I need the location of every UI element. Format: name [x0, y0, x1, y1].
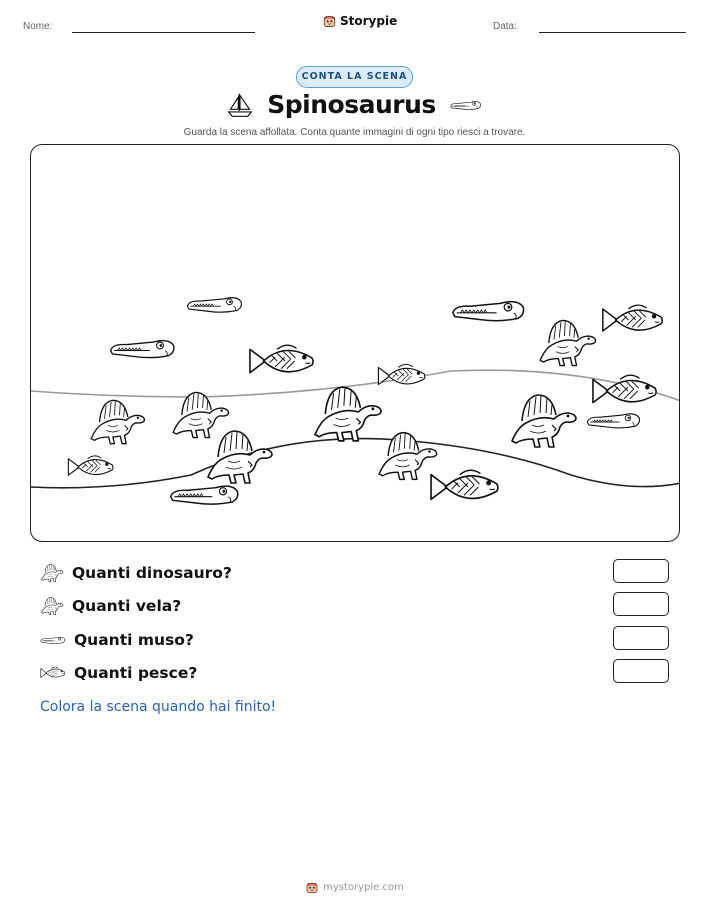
question-label: Quanti dinosauro? — [72, 564, 232, 582]
fish-figure[interactable] — [591, 371, 659, 411]
fish-figure[interactable] — [67, 453, 115, 481]
answer-box-snout[interactable] — [613, 626, 669, 650]
name-label: Nome: — [23, 21, 53, 32]
fish-figure[interactable] — [248, 341, 316, 381]
footer — [0, 880, 709, 894]
dinosaur-icon — [40, 563, 64, 583]
scene-badge: CONTA LA SCENA — [296, 66, 413, 88]
dinosaur-figure[interactable] — [505, 391, 581, 451]
question-label: Quanti vela? — [72, 597, 182, 615]
answer-box-sail[interactable] — [613, 592, 669, 616]
fish-icon — [40, 665, 66, 681]
question-sail — [40, 594, 181, 618]
brand-name: Storypie — [340, 13, 398, 28]
name-line[interactable] — [72, 32, 255, 33]
storypie-logo — [322, 13, 397, 28]
question-dinosaur — [40, 561, 232, 585]
storypie-logo-icon — [322, 13, 337, 28]
snout-figure[interactable] — [586, 409, 642, 431]
snout-icon — [450, 98, 482, 112]
dinosaur-figure[interactable] — [536, 317, 598, 369]
title-row — [0, 90, 709, 119]
dinosaur-figure[interactable] — [201, 427, 277, 487]
instructions: Guarda la scena affollata. Conta quante immagini di ogni tipo riesci a trovare. — [183, 127, 526, 138]
question-label: Quanti pesce? — [74, 664, 198, 682]
snout-figure[interactable] — [186, 293, 244, 315]
footer-url[interactable]: mystorypie.com — [323, 881, 404, 893]
snout-figure[interactable] — [451, 295, 527, 325]
date-label: Data: — [493, 21, 517, 32]
date-line[interactable] — [539, 32, 686, 33]
dinosaur-figure[interactable] — [86, 397, 148, 447]
snout-figure[interactable] — [109, 335, 177, 361]
dinosaur-figure[interactable] — [374, 429, 440, 483]
coloring-note: Colora la scena quando hai finito! — [40, 699, 277, 715]
question-label: Quanti muso? — [74, 631, 194, 649]
fish-figure[interactable] — [601, 301, 665, 339]
sailboat-icon — [227, 92, 253, 118]
page-title: Spinosaurus — [267, 90, 436, 119]
answer-box-dinosaur[interactable] — [613, 559, 669, 583]
answer-box-fish[interactable] — [613, 659, 669, 683]
counting-scene — [30, 144, 680, 542]
snout-icon — [40, 634, 66, 646]
question-snout — [40, 628, 194, 652]
sail-icon — [40, 596, 64, 616]
storypie-logo-icon — [305, 880, 319, 894]
question-fish — [40, 661, 197, 685]
